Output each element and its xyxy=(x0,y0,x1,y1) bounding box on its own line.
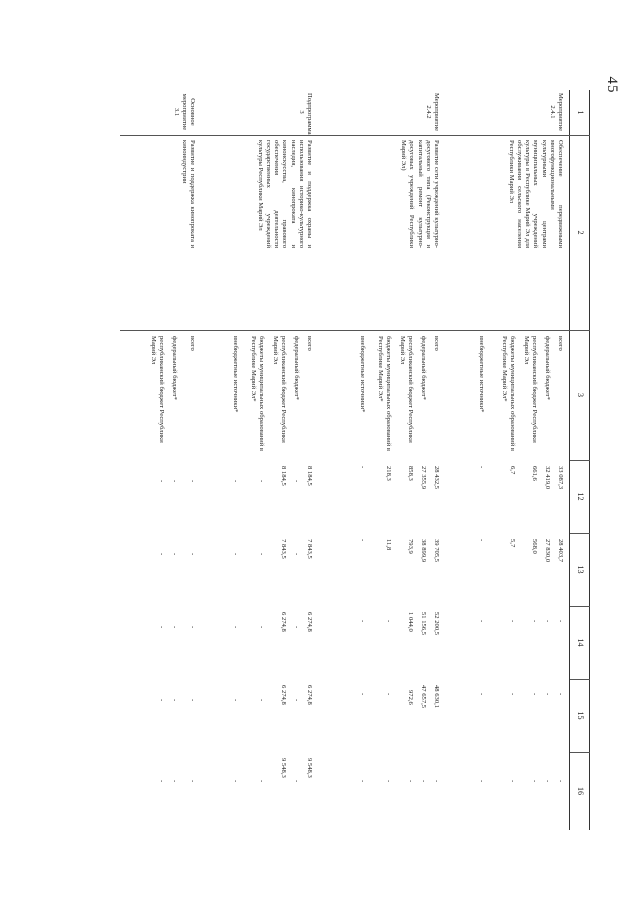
row-name: Развитие и поддержка кинопроката и киноиндустрии xyxy=(180,140,196,248)
value-cell: 858,3 xyxy=(407,466,414,481)
value-cell: - xyxy=(158,780,165,783)
value-cell: - xyxy=(232,553,239,556)
value-cell: 972,6 xyxy=(407,690,414,705)
value-cell: - xyxy=(557,693,564,696)
row-name: Развитие сети учреждений культурно-досугового типа (Реконструкция и капитальный ремонт культурно-досуговых учреждений Республики Марий Эл) xyxy=(400,140,440,248)
value-cell: - xyxy=(171,626,178,629)
source-label: бюджеты муниципальных образований в Республике Марий Эл* xyxy=(376,336,392,451)
value-cell: 51 156,5 xyxy=(420,612,427,636)
source-label: внебюджетные источники* xyxy=(232,336,239,413)
page-number: 45 xyxy=(604,76,620,94)
value-cell: - xyxy=(544,780,551,783)
source-label: всего xyxy=(433,336,440,351)
value-cell: - xyxy=(171,699,178,702)
col-sep-1 xyxy=(120,135,590,136)
value-cell: - xyxy=(258,553,265,556)
value-cell: - xyxy=(385,620,392,623)
value-cell: - xyxy=(293,699,300,702)
value-cell: 33 087,3 xyxy=(557,466,564,490)
source-label: внебюджетные источники* xyxy=(478,336,485,413)
value-cell: 7 843,5 xyxy=(280,539,287,559)
source-label: республиканский бюджет Республики Марий Эл xyxy=(271,336,287,443)
source-label: федеральный бюджет* xyxy=(544,336,551,400)
value-cell: - xyxy=(478,693,485,696)
value-cell: - xyxy=(232,699,239,702)
value-cell: 8 184,5 xyxy=(280,466,287,486)
value-cell: - xyxy=(544,693,551,696)
row-code: Подпрограмма 3 xyxy=(297,93,313,135)
source-label: федеральный бюджет* xyxy=(293,336,300,400)
value-cell: - xyxy=(478,780,485,783)
value-cell: - xyxy=(258,480,265,483)
value-cell: - xyxy=(189,699,196,702)
budget-table xyxy=(120,90,590,830)
value-cell: - xyxy=(189,780,196,783)
value-cell: 9 548,3 xyxy=(280,758,287,778)
value-cell: 39 705,5 xyxy=(433,539,440,563)
value-cell: - xyxy=(478,466,485,469)
source-label: республиканский бюджет Республики Марий Эл xyxy=(149,336,165,443)
value-cell: 6 274,8 xyxy=(280,685,287,705)
value-cell: - xyxy=(171,553,178,556)
value-cell: 9 548,3 xyxy=(306,758,313,778)
value-cell: 28 403,7 xyxy=(557,539,564,563)
value-cell: 218,3 xyxy=(385,466,392,481)
value-cell: - xyxy=(232,480,239,483)
source-label: бюджеты муниципальных образований в Республике Марий Эл* xyxy=(249,336,265,451)
value-cell: - xyxy=(385,780,392,783)
source-label: бюджеты муниципальных образований в Республике Марий Эл* xyxy=(500,336,516,451)
value-cell: 28 432,5 xyxy=(433,466,440,490)
value-cell: 27 830,0 xyxy=(544,539,551,563)
header-col-15: 15 xyxy=(576,711,585,720)
source-label: федеральный бюджет* xyxy=(420,336,427,400)
value-cell: - xyxy=(478,539,485,542)
source-label: всего xyxy=(306,336,313,351)
value-cell: - xyxy=(407,780,414,783)
source-label: всего xyxy=(189,336,196,351)
header-col-14: 14 xyxy=(576,638,585,647)
value-cell: - xyxy=(478,620,485,623)
value-cell: 793,9 xyxy=(407,539,414,554)
value-cell: 661,6 xyxy=(531,466,538,481)
value-cell: - xyxy=(171,780,178,783)
header-col-3: 3 xyxy=(576,393,585,397)
row-name: Развитие и поддержка охраны и использования историко-культурного наследия, кинопроката и киноискусства, правового обеспечения деятельности государственных учреждений культуры Республики Марий Эл xyxy=(256,140,313,248)
value-cell: - xyxy=(158,699,165,702)
value-cell: - xyxy=(293,553,300,556)
value-cell: - xyxy=(158,480,165,483)
value-cell: - xyxy=(158,626,165,629)
value-cell: - xyxy=(232,780,239,783)
value-cell: - xyxy=(293,626,300,629)
value-cell: - xyxy=(385,693,392,696)
value-cell: - xyxy=(359,693,366,696)
value-cell: 8 184,5 xyxy=(306,466,313,486)
value-cell: - xyxy=(189,626,196,629)
header-col-2: 2 xyxy=(576,230,585,235)
value-cell: - xyxy=(509,620,516,623)
source-label: республиканский бюджет Республики Марий Эл xyxy=(522,336,538,443)
value-cell: 48 630,1 xyxy=(433,685,440,709)
value-cell: 47 657,5 xyxy=(420,685,427,709)
value-cell: - xyxy=(557,780,564,783)
source-label: внебюджетные источники* xyxy=(359,336,366,413)
header-col-1: 1 xyxy=(576,110,585,115)
value-cell: - xyxy=(293,780,300,783)
value-cell: - xyxy=(544,620,551,623)
value-cell: 6 274,8 xyxy=(306,685,313,705)
row-name: Обеспечение передвижными многофункциональными культурными центрами муниципальных учреждений культуры в Республике Марий Эл для обслуживания сельского населения Республики Марий Эл xyxy=(507,140,564,248)
value-cell: - xyxy=(359,466,366,469)
value-cell: 6 274,8 xyxy=(280,612,287,632)
source-label: федеральный бюджет* xyxy=(171,336,178,400)
value-cell: - xyxy=(359,620,366,623)
value-cell: - xyxy=(189,553,196,556)
value-cell: - xyxy=(258,780,265,783)
value-cell: 32 419,0 xyxy=(544,466,551,490)
value-cell: 7 843,5 xyxy=(306,539,313,559)
value-cell: - xyxy=(359,780,366,783)
value-cell: 6,7 xyxy=(509,466,516,475)
value-cell: - xyxy=(557,620,564,623)
value-cell: 27 355,9 xyxy=(420,466,427,490)
value-cell: 52 200,5 xyxy=(433,612,440,636)
value-cell: - xyxy=(531,620,538,623)
col-sep-2 xyxy=(120,330,590,331)
value-cell: - xyxy=(171,480,178,483)
value-cell: - xyxy=(509,693,516,696)
value-cell: 6 274,8 xyxy=(306,612,313,632)
value-cell: 1 044,0 xyxy=(407,612,414,632)
row-code: Мероприятие 2.4.1 xyxy=(548,93,564,132)
value-cell: - xyxy=(531,693,538,696)
value-cell: - xyxy=(232,626,239,629)
header-col-13: 13 xyxy=(576,565,585,574)
value-cell: 38 899,9 xyxy=(420,539,427,563)
value-cell: - xyxy=(189,480,196,483)
row-code: Основное мероприятие 3.1 xyxy=(172,93,196,131)
value-cell: - xyxy=(293,480,300,483)
value-cell: - xyxy=(509,780,516,783)
header-col-12: 12 xyxy=(576,492,585,501)
source-label: всего xyxy=(557,336,564,351)
value-cell: - xyxy=(531,780,538,783)
row-code: Мероприятие 2.4.2 xyxy=(424,93,440,132)
value-cell: 5,7 xyxy=(509,539,516,548)
value-cell: - xyxy=(158,553,165,556)
value-cell: - xyxy=(258,699,265,702)
value-cell: 568,0 xyxy=(531,539,538,554)
value-cell: - xyxy=(433,780,440,783)
value-cell: - xyxy=(420,780,427,783)
value-cell: - xyxy=(258,626,265,629)
value-cell: 11,8 xyxy=(385,539,392,551)
value-cell: - xyxy=(359,539,366,542)
source-label: республиканский бюджет Республики Марий Эл xyxy=(398,336,414,443)
header-col-16: 16 xyxy=(576,787,585,795)
